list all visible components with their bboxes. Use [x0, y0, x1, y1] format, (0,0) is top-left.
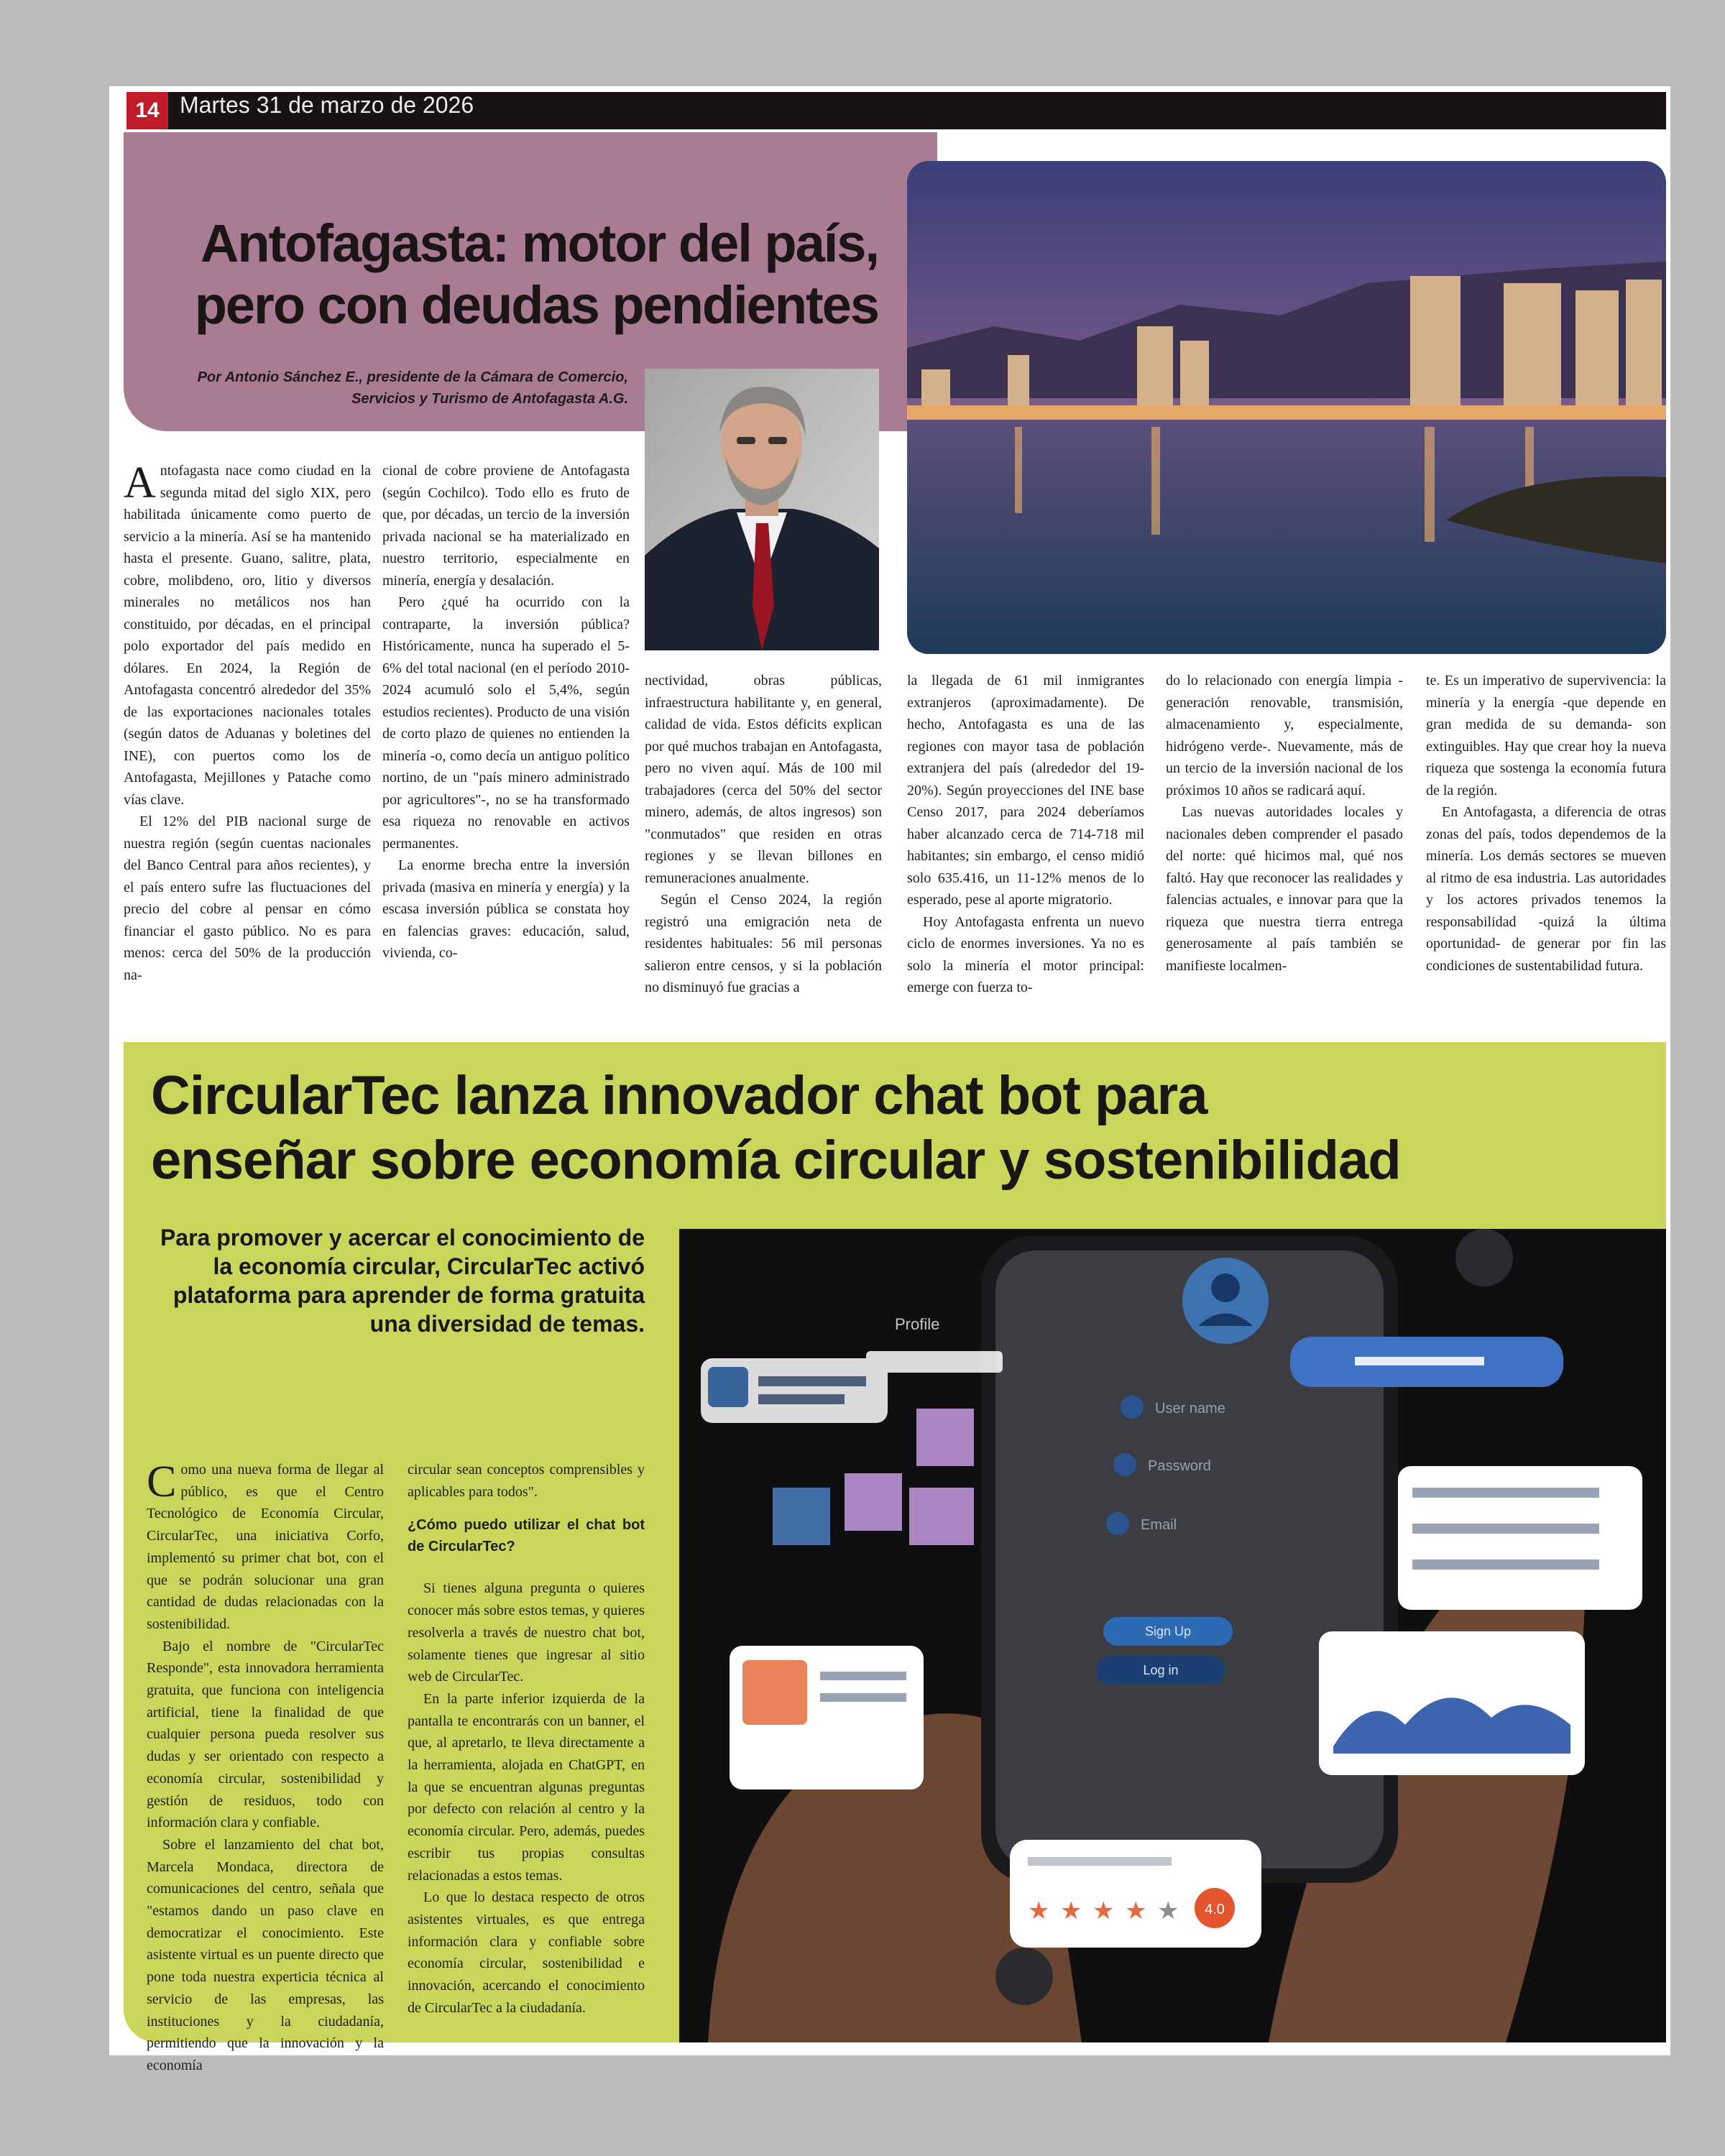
password-field-label: Password	[1148, 1458, 1211, 1474]
drop-cap: A	[124, 459, 156, 507]
article2-column-1	[147, 1459, 384, 2077]
article1-column-1	[124, 460, 371, 986]
svg-text:★: ★	[1157, 1897, 1179, 1925]
paragraph: En Antofagasta, a diferencia de otras zonas del país, todos dependemos de la minería. Los demás sectores se mueven al ritmo de esa industria. Las autoridades y los actores privados tenemos la responsabilidad -quizá la última oportunidad- de generar por fin las condiciones de sustentabilidad futura.	[1426, 804, 1666, 974]
paragraph: do lo relacionado con energía limpia -generación renovable, transmisión, almacenamiento y, especialmente, hidrógeno verde-. Nuevamente, más de un tercio de la inversión nacional de los próximos 10 años se radicará aquí.	[1166, 673, 1403, 798]
paragraph: Sobre el lanzamiento del chat bot, Marcela Mondaca, directora de comunicaciones del centro, señala que "estamos dando un paso clave en democratizar el conocimiento. Este asistente virtual es un puente directo que pone toda nuestra experticia técnica al servicio de las empresas, las instituciones y la ciudadanía, permitiendo que la innovación y la economía	[147, 1836, 384, 2073]
email-field-label: Email	[1141, 1517, 1177, 1533]
paragraph: nectividad, obras públicas, infraestructura habilitante y, en general, calidad de vida. Estos déficits explican por qué muchos trabajan en Antofagasta, pero no viven aquí. Más de 100 mil trabajadores (cerca del 50% del sector minero, además, de altos ingresos) son "conmutados" que residen en otras regiones y se llevan billones en remuneraciones anualmente.	[645, 673, 882, 886]
drop-cap: C	[147, 1457, 177, 1506]
sign-up-button-label: Sign Up	[1144, 1624, 1192, 1639]
page-header-bar	[126, 92, 1666, 129]
issue-date: Martes 31 de marzo de 2026	[180, 92, 474, 118]
antofagasta-night-skyline-photo	[907, 161, 1666, 654]
paragraph: El 12% del PIB nacional surge de nuestra región (según cuentas nacionales del Banco Central para años recientes), y el país entero sufre las fluctuaciones del precio del cobre al pensar en cómo financiar el gasto público. No es para menos: cerca del 50% de la producción na-	[124, 814, 371, 983]
article1-headline: Antofagasta: motor del país, pero con deudas pendientes	[194, 213, 878, 335]
log-in-button-label: Log in	[1143, 1663, 1179, 1677]
article1-byline: Por Antonio Sánchez E., presidente de la Cámara de Comercio, Servicios y Turismo de Antofagasta A.G.	[197, 369, 628, 407]
svg-text:★: ★	[1028, 1897, 1050, 1925]
svg-text:★: ★	[1125, 1897, 1147, 1925]
paragraph: Bajo el nombre de "CircularTec Responde", esta innovadora herramienta gratuita, que funciona con inteligencia artificial, tiene la finalidad de que cualquier persona pueda resolver sus dudas y ser orientado con respecto a economía circular, sostenibilidad y gestión de residuos, todo con información clara y confiable.	[147, 1638, 384, 1831]
paragraph: Pero ¿qué ha ocurrido con la contraparte, la inversión pública? Históricamente, nunca ha superado el 5-6% del total nacional (en el período 2010-2024 acumuló solo el 5,4%, según estudios recientes). Producto de una visión de corto plazo de quienes no entienden la minería -o, como decía un antiguo político nortino, de un "país minero administrado por agricultores"-, no se ha transformado esa riqueza no renovable en activos permanentes.	[382, 594, 630, 852]
article2-headline: CircularTec lanza innovador chat bot para enseñar sobre economía circular y sostenibilidad	[151, 1065, 1401, 1191]
paragraph: La enorme brecha entre la inversión privada (masiva en minería y energía) y la escasa inversión pública se constata hoy en falencias graves: educación, salud, vivienda, co-	[382, 857, 630, 961]
author-portrait-photo	[645, 369, 879, 650]
article1-column-5	[1166, 670, 1403, 977]
chatbot-phone-photo	[679, 1229, 1666, 2042]
profile-label: Profile	[895, 1315, 940, 1333]
paragraph: Las nuevas autoridades locales y nacionales deben comprender el pasado del norte: qué hicimos mal, qué nos faltó. Hay que reconocer las realidades y falencias actuales, e innovar para que la riqueza que nuestra tierra entrega generosamente al país también se manifieste localmen-	[1166, 804, 1403, 974]
article1-column-2	[382, 460, 630, 964]
article2-column-2	[408, 1459, 645, 2019]
paragraph: En la parte inferior izquierda de la pantalla te encontrarás con un banner, el que, al apretarlo, te lleva directamente a la herramienta, alojada en ChatGPT, en la que se encuentran algunas preguntas por defecto con relación al centro y la economía circular. Pero, además, puedes escribir tus propias consultas relacionadas a estos temas.	[408, 1690, 645, 1884]
paragraph: Como una nueva forma de llegar al público, es que el Centro Tecnológico de Economía Circular, CircularTec, una iniciativa Corfo, implementó su primer chat bot, con el que se podrán solucionar una gran cantidad de dudas relacionadas con la sostenibilidad.	[147, 1457, 384, 1632]
article2-subheading: ¿Cómo puedo utilizar el chat bot de CircularTec?	[408, 1517, 645, 1555]
paragraph: te. Es un imperativo de supervivencia: la minería y la energía -que depende en gran medida de su demanda- son extinguibles. Hay que crear hoy la nueva riqueza que sostenga la economía futura de la región.	[1426, 673, 1666, 798]
newspaper-page	[109, 86, 1670, 2073]
svg-text:★: ★	[1060, 1897, 1082, 1925]
paragraph: la llegada de 61 mil inmigrantes extranjeros (aproximadamente). De hecho, Antofagasta es una de las regiones con mayor tasa de población extranjera del país (alrededor del 19-20%). Según proyecciones del INE base Censo 2017, para 2024 deberíamos haber alcanzado cerca de 714-718 mil habitantes; sin embargo, el censo midió solo 635.416, un 11-12% menos de lo esperado, pese al aporte migratorio.	[907, 673, 1144, 908]
rating-badge: 4.0	[1205, 1902, 1225, 1917]
paragraph: Lo que lo destaca respecto de otros asistentes virtuales, es que entrega información clara y confiable sobre economía circular, sostenibilidad e innovación, acercando el conocimiento de CircularTec a la ciudadanía.	[408, 1889, 645, 2016]
article1-column-6	[1426, 670, 1666, 977]
article1-column-4	[907, 670, 1144, 999]
article1-column-3	[645, 670, 882, 999]
article2-lead: Para promover y acercar el conocimiento de la economía circular, CircularTec activó plataforma para aprender de forma gratuita una diversidad de temas.	[160, 1225, 645, 1337]
svg-text:★: ★	[1092, 1897, 1115, 1925]
paragraph: Hoy Antofagasta enfrenta un nuevo ciclo de enormes inversiones. Ya no es solo la minería el motor principal: emerge con fuerza to-	[907, 913, 1144, 995]
paragraph: cional de cobre proviene de Antofagasta (según Cochilco). Todo ello es fruto de que, por décadas, un tercio de la inversión privada nacional se ha materializado en nuestro territorio, especialmente en minería, energía y desalación.	[382, 463, 630, 589]
paragraph: Si tienes alguna pregunta o quieres conocer más sobre estos temas, y quieres resolverla a través de nuestro chat bot, solamente tienes que ingresar al sitio web de CircularTec.	[408, 1580, 645, 1685]
paragraph: circular sean conceptos comprensibles y aplicables para todos".	[408, 1462, 645, 1500]
paragraph: Según el Censo 2024, la región registró una emigración neta de residentes habituales: 56 mil personas salieron entre censos, y si la población no disminuyó fue gracias a	[645, 892, 882, 995]
paragraph: Antofagasta nace como ciudad en la segunda mitad del siglo XIX, pero habilitada únicamente como puerto de servicio a la minería. Así se ha mantenido hasta el presente. Guano, salitre, plata, cobre, molibdeno, oro, litio y diversos minerales no metálicos nos han constituido, por décadas, en el principal polo exportador del país medido en dólares. En 2024, la Región de Antofagasta concentró alrededor del 35% de las exportaciones nacionales totales (según datos de Aduanas y boletines del INE), con puertos como los de Antofagasta, Mejillones y Patache como vías clave.	[124, 459, 371, 808]
username-field-label: User name	[1155, 1401, 1225, 1416]
page-number: 14	[126, 92, 168, 129]
